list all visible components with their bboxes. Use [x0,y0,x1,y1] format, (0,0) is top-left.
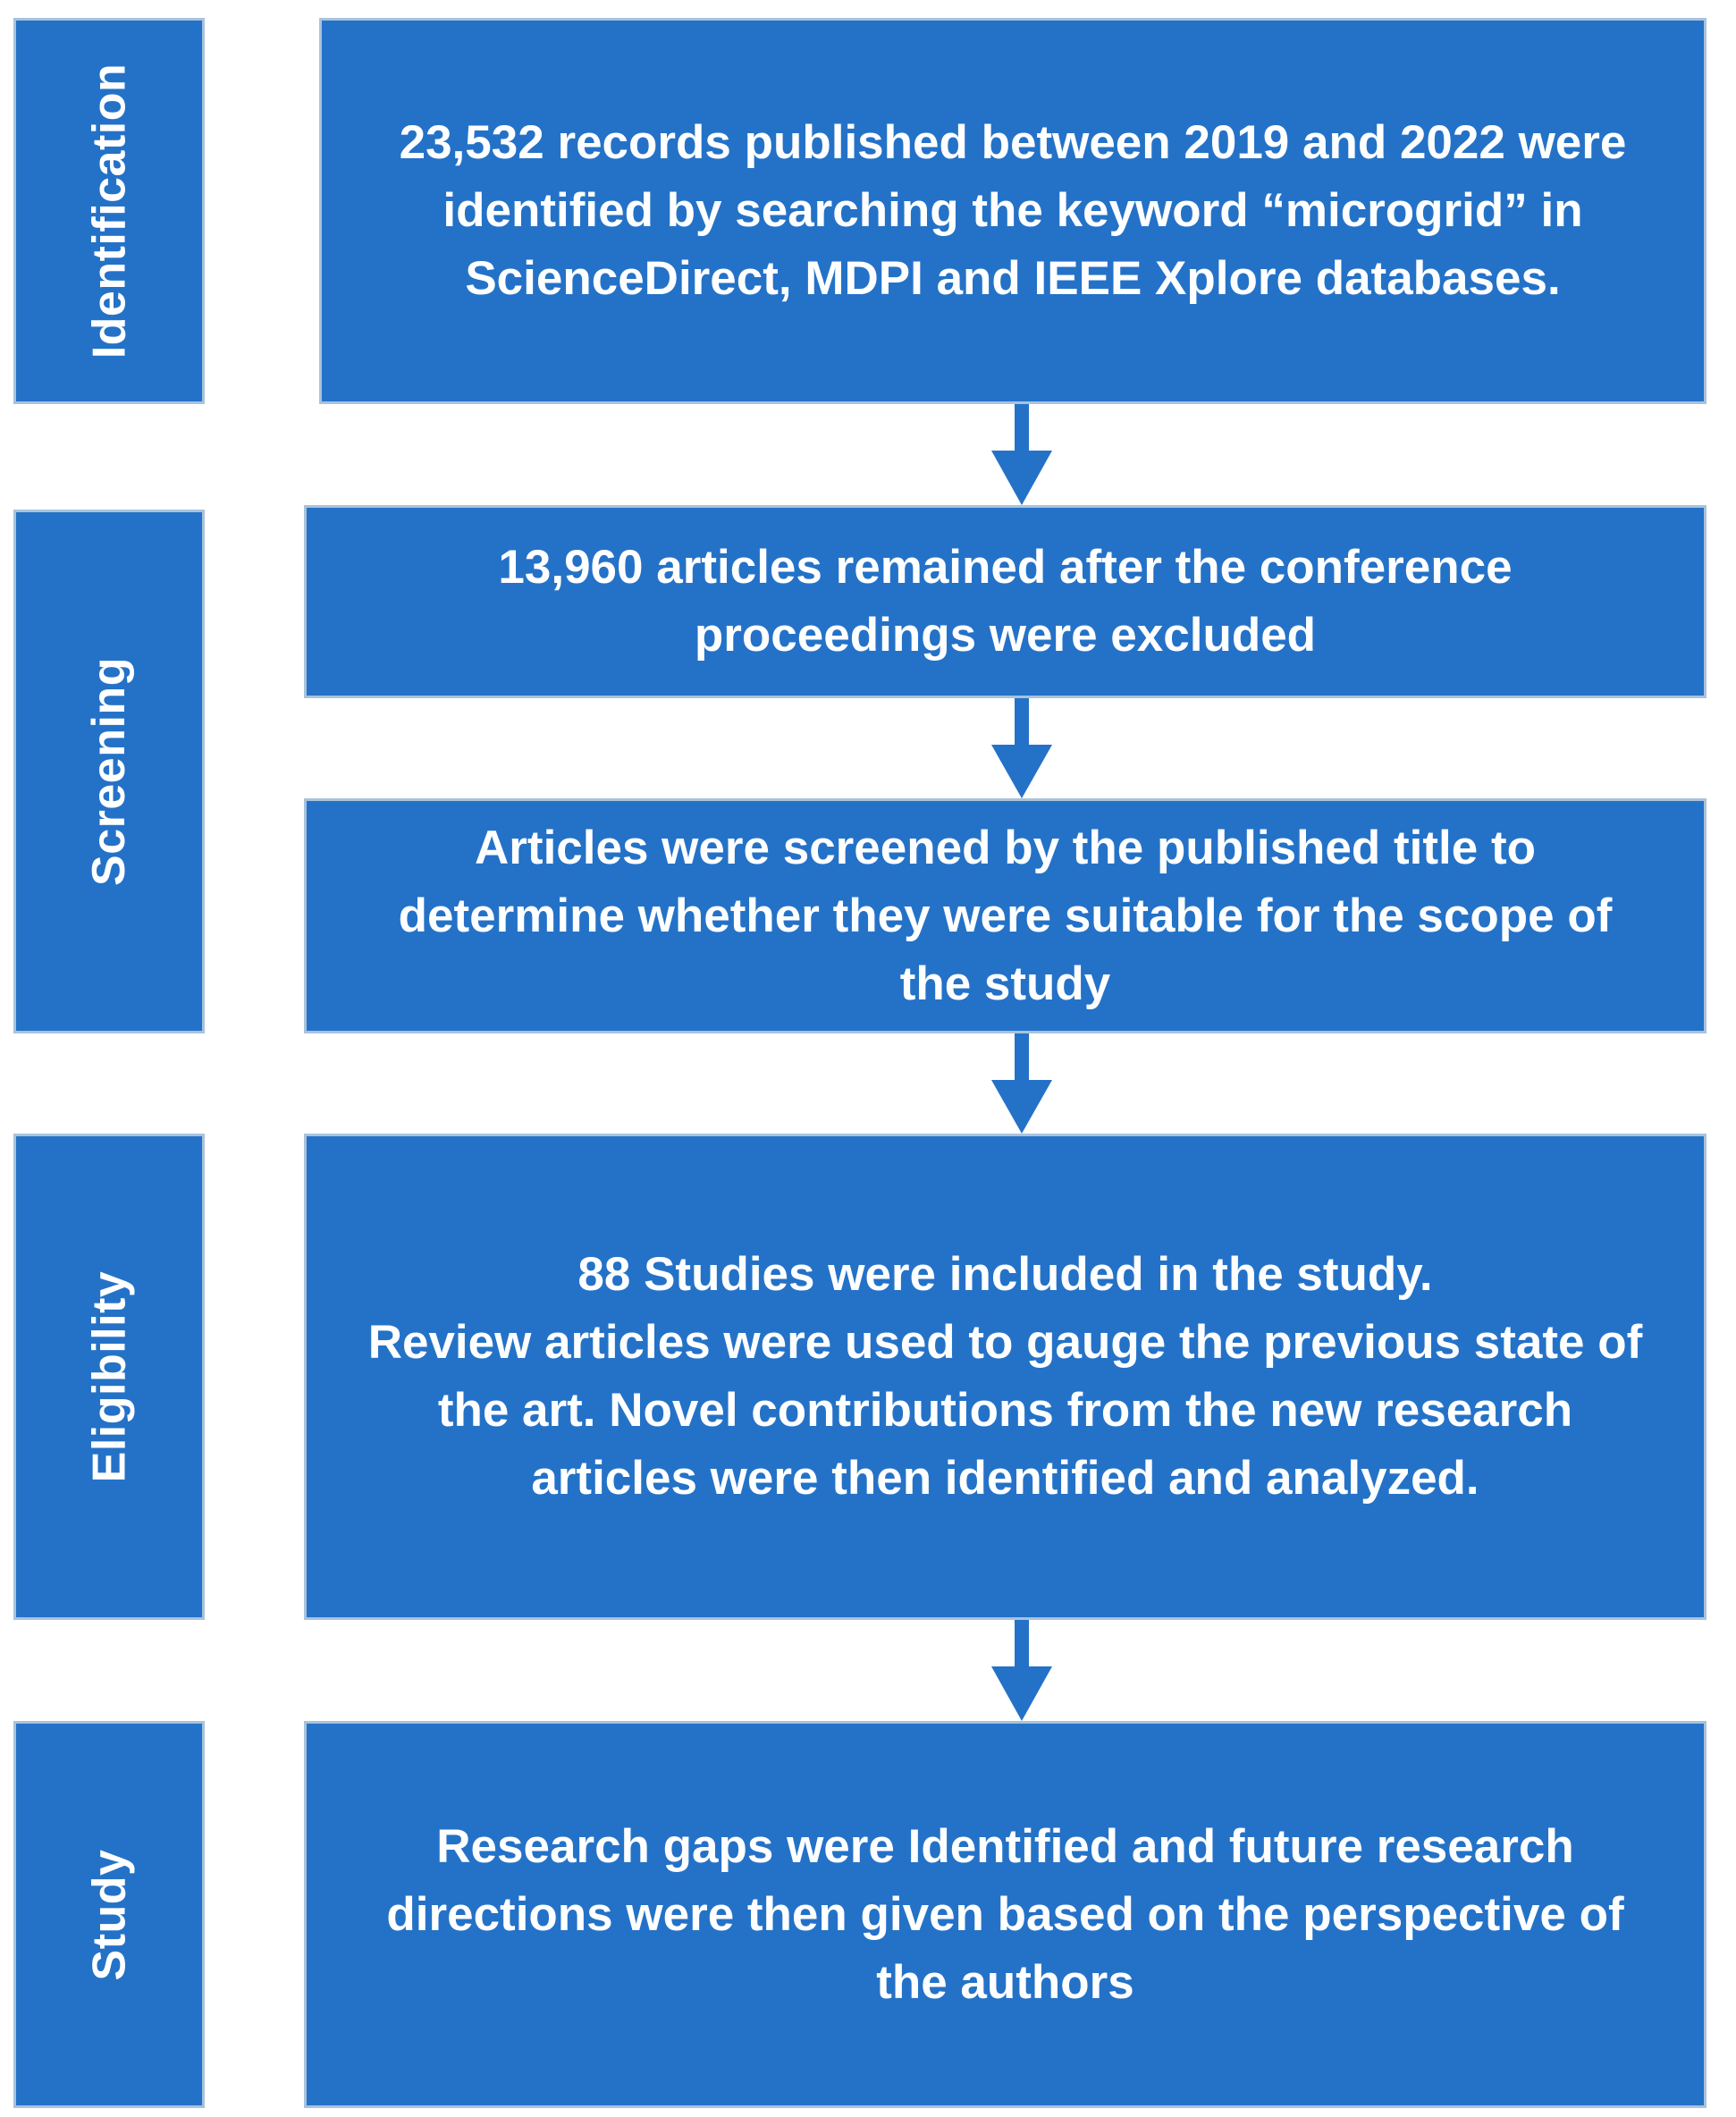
step-eligibility [304,1134,1707,1620]
stage-label-identification: Identification [83,63,135,359]
stage-study [13,1721,205,2108]
stage-label-screening: Screening [83,657,136,886]
arrow-down-icon [986,1620,1058,1721]
step-exclusion-text: 13,960 articles remained after the conference proceedings were excluded [498,541,1513,662]
step-title-screening-text: Articles were screened by the published title to determine whether they were suitable for the scope of the study [398,821,1613,1010]
step-title-screening [304,798,1707,1033]
stage-identification [13,18,205,404]
step-study [304,1721,1707,2108]
stage-label-eligibility: Eligibility [83,1270,136,1483]
step-eligibility-text: 88 Studies were included in the study. Review articles were used to gauge the previous state of the art. Novel contributions from the new research articles were then identified and analyzed. [367,1248,1643,1505]
arrow-down-icon [986,1033,1058,1134]
step-exclusion [304,505,1707,698]
step-identification-text: 23,532 records published between 2019 and 2022 were identified by searching the keyword “microgrid” in ScienceDirect, MDPI and IEEE Xplore databases. [399,116,1627,305]
arrow-down-icon [986,698,1058,798]
step-study-text: Research gaps were Identified and future research directions were then given based on the perspective of the authors [386,1819,1624,2009]
arrow-down-icon [986,404,1058,505]
step-identification [319,18,1707,404]
stage-eligibility [13,1134,205,1620]
stage-label-study: Study [82,1849,135,1980]
stage-screening [13,510,205,1033]
